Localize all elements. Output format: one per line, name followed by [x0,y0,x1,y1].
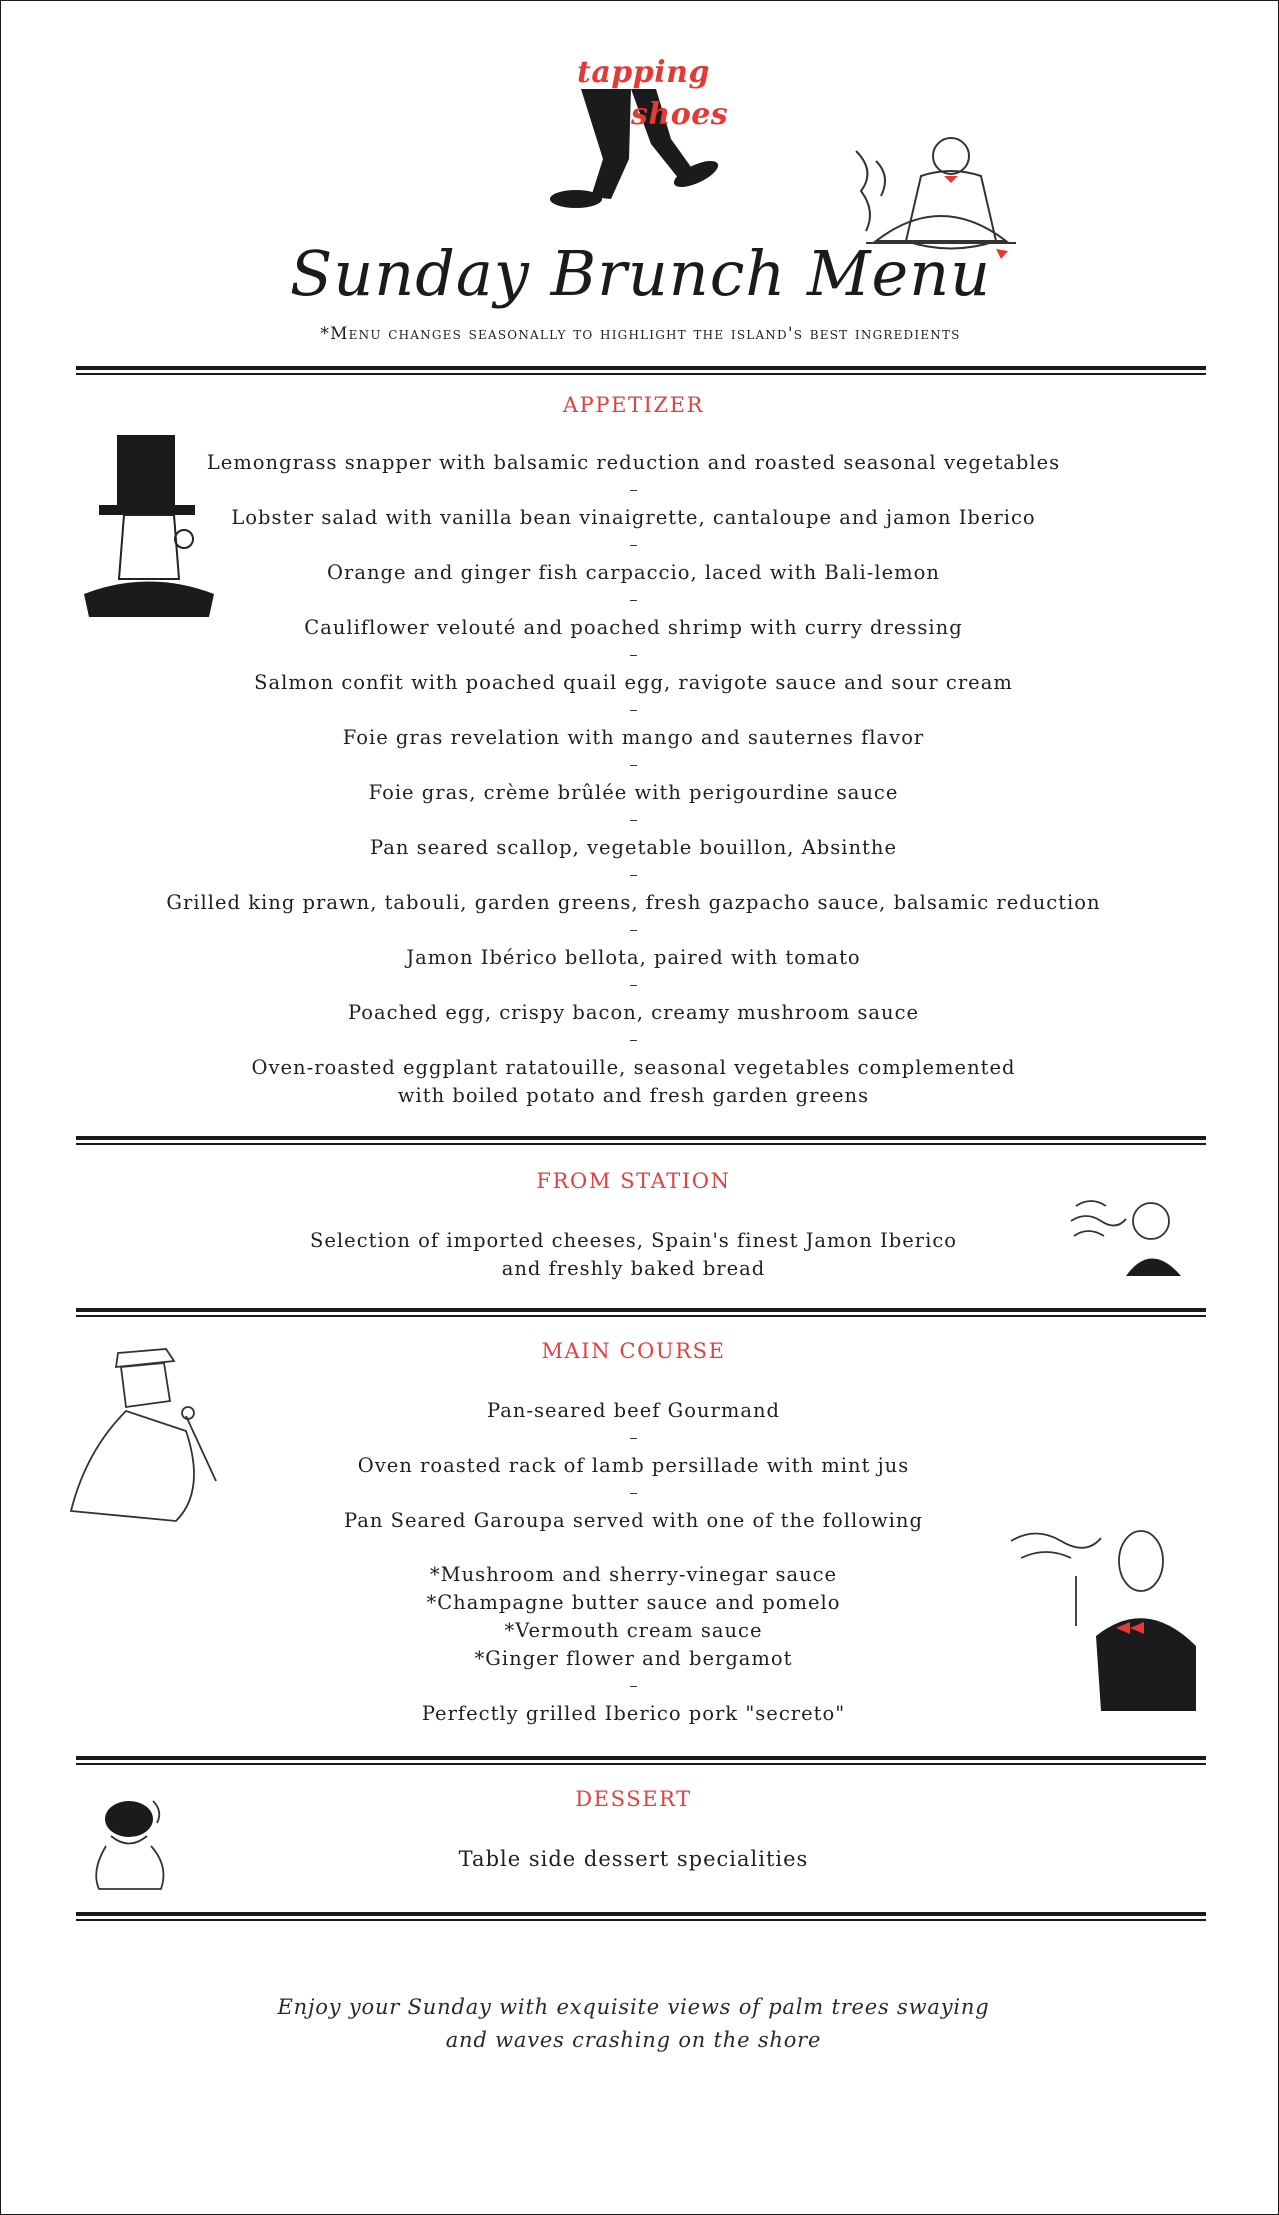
appetizer-item: Grilled king prawn, tabouli, garden greens, fresh gazpacho sauce, balsamic reduction [166,891,1101,914]
section-rule [76,1136,1206,1145]
seasonal-note: *Menu changes seasonally to highlight the island's best ingredients [320,324,961,344]
separator [1,1673,1266,1700]
appetizer-item-last-line-2: with boiled potato and fresh garden greens [397,1084,870,1107]
appetizer-item: Salmon confit with poached quail egg, ravigote sauce and sour cream [254,671,1013,694]
sauce-option: *Champagne butter sauce and pomelo [426,1591,841,1614]
section-rule [76,1308,1206,1317]
separator [1,807,1266,834]
separator [1,697,1266,724]
separator [1,1027,1266,1054]
appetizer-item: Lemongrass snapper with balsamic reduction and roasted seasonal vegetables [206,451,1061,474]
main-course-item: Pan Seared Garoupa served with one of the following [344,1509,923,1532]
main-course-list [1,1397,1266,1728]
main-course-item: Pan-seared beef Gourmand [486,1399,781,1422]
appetizer-item: Pan seared scallop, vegetable bouillon, Absinthe [370,836,897,859]
main-course-item: Oven roasted rack of lamb persillade with mint jus [357,1454,910,1477]
sauce-option: *Vermouth cream sauce [504,1619,763,1642]
sauce-option: *Mushroom and sherry-vinegar sauce [429,1563,838,1586]
appetizer-item: Jamon Ibérico bellota, paired with tomato [406,946,861,969]
separator [1,917,1266,944]
separator [1,972,1266,999]
separator [1,532,1266,559]
main-course-item: Perfectly grilled Iberico pork "secreto" [421,1702,846,1725]
appetizer-item: Cauliflower velouté and poached shrimp with curry dressing [304,616,963,639]
brand-line-2: shoes [631,97,729,132]
section-rule [76,1756,1206,1765]
footer-line-1: Enjoy your Sunday with exquisite views of palm trees swaying [277,1995,990,2019]
separator [1,1480,1266,1507]
footer-line-2: and waves crashing on the shore [445,2028,822,2052]
brand-logo [541,49,741,229]
station-list [1,1227,1266,1283]
appetizer-item: Poached egg, crispy bacon, creamy mushroom sauce [347,1001,920,1024]
appetizer-list [1,449,1266,1110]
appetizer-item: Foie gras revelation with mango and sauternes flavor [342,726,925,749]
dessert-list [1,1845,1266,1873]
brand-line-1: tapping [577,55,710,90]
separator [1,477,1266,504]
station-item-line-1: Selection of imported cheeses, Spain's finest Jamon Iberico [310,1229,957,1252]
dessert-item: Table side dessert specialities [458,1847,809,1871]
separator [1,752,1266,779]
separator [1,642,1266,669]
appetizer-heading: APPETIZER [562,393,705,417]
page-title: Sunday Brunch Menu [289,237,992,310]
separator [1,1425,1266,1452]
appetizer-item: Foie gras, crème brûlée with perigourdine sauce [368,781,899,804]
appetizer-item: Lobster salad with vanilla bean vinaigrette, cantaloupe and jamon Iberico [231,506,1036,529]
section-rule [76,1912,1206,1921]
sauce-option: *Ginger flower and bergamot [474,1647,793,1670]
dessert-server-illustration [91,1791,181,1891]
station-item-line-2: and freshly baked bread [501,1257,766,1280]
footer-tagline [1,1991,1266,2057]
section-rule [76,366,1206,375]
separator [1,862,1266,889]
separator [1,587,1266,614]
dessert-heading: DESSERT [575,1787,692,1811]
appetizer-item-last-line-1: Oven-roasted eggplant ratatouille, seasonal vegetables complemented [251,1056,1016,1079]
main-course-heading: MAIN COURSE [541,1339,726,1363]
appetizer-item: Orange and ginger fish carpaccio, laced with Bali-lemon [327,561,940,584]
station-heading: FROM STATION [536,1169,731,1193]
